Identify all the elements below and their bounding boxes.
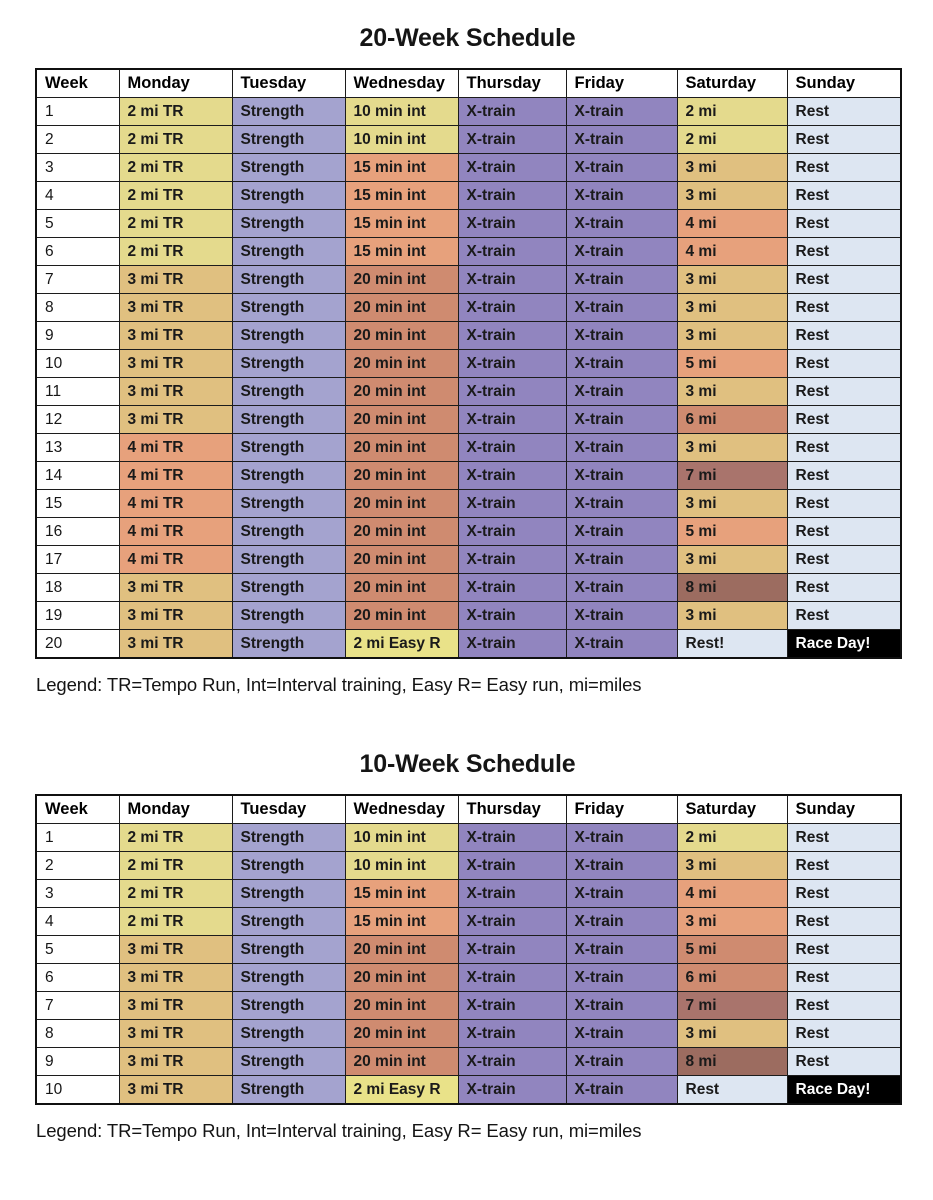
schedule-row (36, 266, 901, 294)
week-cell: 3 (36, 880, 119, 908)
schedule-row (36, 518, 901, 546)
schedule-cell: X-train (566, 936, 677, 964)
schedule-row (36, 546, 901, 574)
schedule-cell: 20 min int (345, 350, 458, 378)
week-cell: 8 (36, 294, 119, 322)
schedule-cell: Strength (232, 210, 345, 238)
week-cell: 14 (36, 462, 119, 490)
schedule-row (36, 574, 901, 602)
schedule-row (36, 852, 901, 880)
schedule-cell: 20 min int (345, 434, 458, 462)
schedule-cell: Rest (787, 462, 901, 490)
schedule-row (36, 238, 901, 266)
schedule-cell: X-train (566, 154, 677, 182)
week-cell: 6 (36, 238, 119, 266)
schedule-cell: X-train (458, 434, 566, 462)
schedule-cell: 4 mi TR (119, 490, 232, 518)
schedule-cell: Strength (232, 1076, 345, 1105)
schedule-cell: X-train (458, 210, 566, 238)
schedule-cell: Rest (787, 406, 901, 434)
schedule-cell: 15 min int (345, 210, 458, 238)
schedule-row (36, 126, 901, 154)
schedule-cell: 3 mi TR (119, 350, 232, 378)
schedule-cell: X-train (566, 518, 677, 546)
schedule-cell: 2 mi TR (119, 126, 232, 154)
schedule-cell: Strength (232, 546, 345, 574)
schedule-cell: 3 mi TR (119, 574, 232, 602)
schedule-cell: X-train (458, 852, 566, 880)
schedule-cell: X-train (566, 964, 677, 992)
schedule-row (36, 322, 901, 350)
schedule-cell: 20 min int (345, 266, 458, 294)
schedule-cell: 2 mi TR (119, 98, 232, 126)
schedule-cell: Rest (787, 98, 901, 126)
schedule-cell: 5 mi (677, 936, 787, 964)
schedule-cell: Strength (232, 406, 345, 434)
schedule-cell: 20 min int (345, 406, 458, 434)
schedule-cell: Rest (787, 182, 901, 210)
schedule-cell: 20 min int (345, 546, 458, 574)
schedule-cell: 3 mi (677, 546, 787, 574)
week-cell: 8 (36, 1020, 119, 1048)
schedule-cell: Strength (232, 824, 345, 852)
schedule-cell: X-train (566, 824, 677, 852)
schedule-cell: 3 mi (677, 1020, 787, 1048)
schedule-cell: X-train (566, 322, 677, 350)
schedule-cell: X-train (566, 126, 677, 154)
schedule-cell: 2 mi TR (119, 154, 232, 182)
schedule-row (36, 880, 901, 908)
schedule-row (36, 1076, 901, 1105)
column-header: Wednesday (345, 795, 458, 824)
column-header: Week (36, 69, 119, 98)
schedule-cell: Rest (787, 238, 901, 266)
schedule-cell: X-train (566, 434, 677, 462)
column-header: Tuesday (232, 69, 345, 98)
week-cell: 3 (36, 154, 119, 182)
week-cell: 5 (36, 210, 119, 238)
week-cell: 17 (36, 546, 119, 574)
schedule-cell: Rest (787, 964, 901, 992)
schedule-cell: X-train (458, 126, 566, 154)
schedule-cell: X-train (566, 546, 677, 574)
schedule-row (36, 294, 901, 322)
schedule-cell: 20 min int (345, 602, 458, 630)
schedule-cell: 3 mi (677, 434, 787, 462)
schedule-cell: X-train (458, 964, 566, 992)
schedule-row (36, 602, 901, 630)
schedule-cell: X-train (458, 992, 566, 1020)
schedule-cell: X-train (566, 992, 677, 1020)
schedule-cell: 15 min int (345, 154, 458, 182)
schedule-table-20wk (35, 68, 902, 659)
schedule-cell: Strength (232, 126, 345, 154)
schedule-cell: 3 mi (677, 322, 787, 350)
schedule-cell: Strength (232, 992, 345, 1020)
schedule-cell: Race Day! (787, 1076, 901, 1105)
schedule-row (36, 964, 901, 992)
schedule-cell: Strength (232, 294, 345, 322)
schedule-cell: 5 mi (677, 518, 787, 546)
schedule-cell: 8 mi (677, 1048, 787, 1076)
schedule-cell: Strength (232, 266, 345, 294)
schedule-cell: X-train (566, 378, 677, 406)
schedule-cell: 15 min int (345, 182, 458, 210)
week-cell: 2 (36, 852, 119, 880)
schedule-cell: 5 mi (677, 350, 787, 378)
schedule-cell: X-train (458, 266, 566, 294)
week-cell: 19 (36, 602, 119, 630)
schedule-cell: Strength (232, 98, 345, 126)
schedule-cell: X-train (566, 602, 677, 630)
schedule-cell: 6 mi (677, 406, 787, 434)
week-cell: 6 (36, 964, 119, 992)
schedule-cell: 10 min int (345, 824, 458, 852)
schedule-cell: X-train (458, 1020, 566, 1048)
column-header: Wednesday (345, 69, 458, 98)
week-cell: 4 (36, 182, 119, 210)
schedule-cell: 2 mi (677, 126, 787, 154)
schedule-cell: 3 mi (677, 490, 787, 518)
schedule-cell: Rest (787, 852, 901, 880)
schedule-cell: 20 min int (345, 294, 458, 322)
week-cell: 10 (36, 350, 119, 378)
schedule-cell: 2 mi TR (119, 824, 232, 852)
schedule-cell: X-train (566, 1048, 677, 1076)
schedule-cell: 3 mi (677, 266, 787, 294)
schedule-cell: Strength (232, 1020, 345, 1048)
schedule-cell: X-train (566, 98, 677, 126)
schedule-cell: X-train (458, 518, 566, 546)
schedule-cell: 4 mi TR (119, 518, 232, 546)
schedule-cell: 4 mi TR (119, 462, 232, 490)
schedule-cell: 20 min int (345, 992, 458, 1020)
week-cell: 1 (36, 824, 119, 852)
schedule-cell: Strength (232, 574, 345, 602)
header-row (36, 69, 901, 98)
schedule-cell: 4 mi TR (119, 546, 232, 574)
schedule-cell: X-train (566, 908, 677, 936)
week-cell: 4 (36, 908, 119, 936)
column-header: Monday (119, 69, 232, 98)
schedule-cell: 2 mi (677, 98, 787, 126)
schedule-cell: 15 min int (345, 880, 458, 908)
legend-text-10wk: Legend: TR=Tempo Run, Int=Interval training, Easy R= Easy run, mi=miles (36, 1120, 642, 1141)
week-cell: 5 (36, 936, 119, 964)
schedule-cell: Rest (787, 434, 901, 462)
week-cell: 7 (36, 992, 119, 1020)
schedule-section-20wk (35, 24, 900, 696)
column-header: Sunday (787, 69, 901, 98)
schedule-title-10wk: 10-Week Schedule (359, 750, 576, 778)
schedule-cell: Strength (232, 908, 345, 936)
schedule-cell: Rest (787, 1020, 901, 1048)
schedule-cell: X-train (566, 294, 677, 322)
schedule-cell: Strength (232, 462, 345, 490)
schedule-cell: Rest (787, 936, 901, 964)
schedule-cell: 20 min int (345, 1020, 458, 1048)
schedule-row (36, 908, 901, 936)
schedule-cell: X-train (458, 936, 566, 964)
schedule-cell: 3 mi TR (119, 1020, 232, 1048)
schedule-cell: Strength (232, 490, 345, 518)
schedule-cell: 2 mi (677, 824, 787, 852)
schedule-cell: 3 mi TR (119, 1076, 232, 1105)
schedule-cell: X-train (566, 574, 677, 602)
schedule-cell: Strength (232, 378, 345, 406)
schedule-cell: X-train (458, 880, 566, 908)
schedule-cell: 3 mi TR (119, 630, 232, 659)
schedule-cell: 3 mi (677, 908, 787, 936)
column-header: Thursday (458, 795, 566, 824)
schedule-row (36, 936, 901, 964)
schedule-cell: X-train (458, 350, 566, 378)
schedule-cell: Strength (232, 1048, 345, 1076)
schedule-cell: Rest (787, 992, 901, 1020)
schedule-cell: Rest (787, 378, 901, 406)
schedule-cell: Rest (787, 322, 901, 350)
schedule-cell: Rest (787, 294, 901, 322)
schedule-cell: 2 mi TR (119, 908, 232, 936)
schedule-cell: 10 min int (345, 852, 458, 880)
schedule-cell: X-train (566, 880, 677, 908)
schedule-cell: 3 mi TR (119, 378, 232, 406)
week-cell: 11 (36, 378, 119, 406)
schedule-cell: X-train (566, 1020, 677, 1048)
schedule-cell: 8 mi (677, 574, 787, 602)
schedule-row (36, 378, 901, 406)
schedule-cell: 4 mi (677, 210, 787, 238)
schedule-cell: 3 mi TR (119, 266, 232, 294)
schedule-cell: 20 min int (345, 490, 458, 518)
schedule-row (36, 992, 901, 1020)
schedule-cell: 10 min int (345, 126, 458, 154)
schedule-cell: Rest (787, 602, 901, 630)
schedule-cell: X-train (458, 182, 566, 210)
schedule-cell: Rest (787, 126, 901, 154)
schedule-cell: X-train (566, 462, 677, 490)
schedule-cell: 3 mi (677, 154, 787, 182)
schedule-table-10wk (35, 794, 902, 1105)
schedule-cell: X-train (566, 210, 677, 238)
week-cell: 10 (36, 1076, 119, 1105)
schedule-cell: 20 min int (345, 1048, 458, 1076)
schedule-row (36, 462, 901, 490)
schedule-cell: 3 mi (677, 182, 787, 210)
schedule-cell: X-train (566, 630, 677, 659)
schedule-cell: 10 min int (345, 98, 458, 126)
schedule-cell: 6 mi (677, 964, 787, 992)
schedule-row (36, 210, 901, 238)
week-cell: 2 (36, 126, 119, 154)
schedule-cell: 3 mi (677, 602, 787, 630)
schedule-cell: 3 mi (677, 294, 787, 322)
column-header: Saturday (677, 795, 787, 824)
schedule-cell: X-train (458, 238, 566, 266)
schedule-row (36, 350, 901, 378)
schedule-row (36, 824, 901, 852)
schedule-cell: X-train (458, 546, 566, 574)
schedule-cell: Strength (232, 154, 345, 182)
week-cell: 1 (36, 98, 119, 126)
schedule-cell: 15 min int (345, 238, 458, 266)
schedule-row (36, 434, 901, 462)
schedule-cell: Strength (232, 518, 345, 546)
schedule-cell: X-train (458, 154, 566, 182)
schedule-cell: X-train (458, 1076, 566, 1105)
schedule-cell: Strength (232, 602, 345, 630)
schedule-cell: Rest (787, 880, 901, 908)
schedule-cell: Strength (232, 630, 345, 659)
schedule-cell: 3 mi TR (119, 294, 232, 322)
schedule-cell: 4 mi (677, 880, 787, 908)
schedule-section-10wk (35, 750, 900, 1142)
schedule-cell: X-train (458, 490, 566, 518)
schedule-cell: Strength (232, 322, 345, 350)
schedule-cell: Rest (787, 574, 901, 602)
schedule-cell: X-train (458, 294, 566, 322)
schedule-row (36, 182, 901, 210)
schedule-cell: X-train (566, 182, 677, 210)
schedule-cell: X-train (566, 266, 677, 294)
schedule-row (36, 1048, 901, 1076)
column-header: Tuesday (232, 795, 345, 824)
schedule-cell: X-train (458, 322, 566, 350)
schedule-cell: Strength (232, 182, 345, 210)
schedule-cell: 20 min int (345, 518, 458, 546)
schedule-cell: 2 mi TR (119, 238, 232, 266)
column-header: Monday (119, 795, 232, 824)
schedule-cell: Rest! (677, 630, 787, 659)
schedule-cell: 3 mi (677, 852, 787, 880)
schedule-cell: X-train (458, 1048, 566, 1076)
schedule-cell: Strength (232, 964, 345, 992)
schedule-cell: Strength (232, 350, 345, 378)
schedule-cell: 3 mi TR (119, 322, 232, 350)
schedule-cell: Strength (232, 434, 345, 462)
schedule-cell: 3 mi TR (119, 602, 232, 630)
week-cell: 9 (36, 322, 119, 350)
schedule-cell: 2 mi TR (119, 852, 232, 880)
schedule-cell: 3 mi TR (119, 936, 232, 964)
schedule-cell: X-train (566, 238, 677, 266)
schedule-cell: Rest (787, 154, 901, 182)
schedule-cell: X-train (458, 602, 566, 630)
week-cell: 18 (36, 574, 119, 602)
schedule-cell: 20 min int (345, 378, 458, 406)
schedule-cell: X-train (458, 406, 566, 434)
schedule-cell: Strength (232, 880, 345, 908)
schedule-cell: 20 min int (345, 936, 458, 964)
schedule-cell: Rest (787, 908, 901, 936)
schedule-cell: 2 mi Easy R (345, 1076, 458, 1105)
schedule-cell: X-train (566, 852, 677, 880)
schedule-cell: X-train (458, 574, 566, 602)
schedule-cell: Rest (787, 266, 901, 294)
schedule-cell: Strength (232, 238, 345, 266)
column-header: Week (36, 795, 119, 824)
column-header: Saturday (677, 69, 787, 98)
column-header: Friday (566, 69, 677, 98)
schedule-cell: X-train (458, 824, 566, 852)
schedule-cell: 7 mi (677, 992, 787, 1020)
schedule-cell: 2 mi TR (119, 182, 232, 210)
schedule-row (36, 98, 901, 126)
week-cell: 16 (36, 518, 119, 546)
legend-text-20wk: Legend: TR=Tempo Run, Int=Interval training, Easy R= Easy run, mi=miles (36, 674, 642, 695)
column-header: Sunday (787, 795, 901, 824)
week-cell: 12 (36, 406, 119, 434)
schedule-cell: X-train (458, 378, 566, 406)
schedule-row (36, 406, 901, 434)
schedule-cell: X-train (566, 490, 677, 518)
schedule-cell: X-train (458, 630, 566, 659)
schedule-cell: X-train (458, 98, 566, 126)
schedule-cell: X-train (566, 350, 677, 378)
schedule-cell: Rest (787, 490, 901, 518)
week-cell: 15 (36, 490, 119, 518)
schedule-cell: Rest (787, 546, 901, 574)
schedule-cell: 2 mi TR (119, 210, 232, 238)
schedule-cell: 3 mi TR (119, 992, 232, 1020)
schedule-cell: X-train (458, 908, 566, 936)
schedule-cell: 3 mi TR (119, 406, 232, 434)
schedule-cell: Rest (787, 210, 901, 238)
schedule-cell: 7 mi (677, 462, 787, 490)
schedule-row (36, 1020, 901, 1048)
schedule-cell: X-train (566, 406, 677, 434)
schedule-cell: Strength (232, 936, 345, 964)
schedule-title-20wk: 20-Week Schedule (359, 24, 576, 52)
schedule-cell: 3 mi TR (119, 964, 232, 992)
schedule-cell: Rest (787, 350, 901, 378)
schedule-cell: 4 mi (677, 238, 787, 266)
schedule-cell: X-train (458, 462, 566, 490)
schedule-cell: X-train (566, 1076, 677, 1105)
week-cell: 7 (36, 266, 119, 294)
column-header: Thursday (458, 69, 566, 98)
schedule-cell: 2 mi TR (119, 880, 232, 908)
schedule-cell: Strength (232, 852, 345, 880)
schedule-cell: 4 mi TR (119, 434, 232, 462)
column-header: Friday (566, 795, 677, 824)
schedule-row (36, 630, 901, 659)
week-cell: 20 (36, 630, 119, 659)
schedule-cell: 2 mi Easy R (345, 630, 458, 659)
schedule-cell: 20 min int (345, 574, 458, 602)
schedule-cell: Race Day! (787, 630, 901, 659)
schedule-cell: 15 min int (345, 908, 458, 936)
week-cell: 9 (36, 1048, 119, 1076)
schedule-cell: Rest (787, 518, 901, 546)
week-cell: 13 (36, 434, 119, 462)
schedule-cell: 3 mi (677, 378, 787, 406)
schedule-row (36, 490, 901, 518)
schedule-cell: Rest (787, 824, 901, 852)
schedule-cell: 20 min int (345, 462, 458, 490)
schedule-row (36, 154, 901, 182)
schedule-cell: 3 mi TR (119, 1048, 232, 1076)
schedule-cell: 20 min int (345, 322, 458, 350)
header-row (36, 795, 901, 824)
schedule-cell: 20 min int (345, 964, 458, 992)
schedule-cell: Rest (787, 1048, 901, 1076)
schedule-cell: Rest (677, 1076, 787, 1105)
